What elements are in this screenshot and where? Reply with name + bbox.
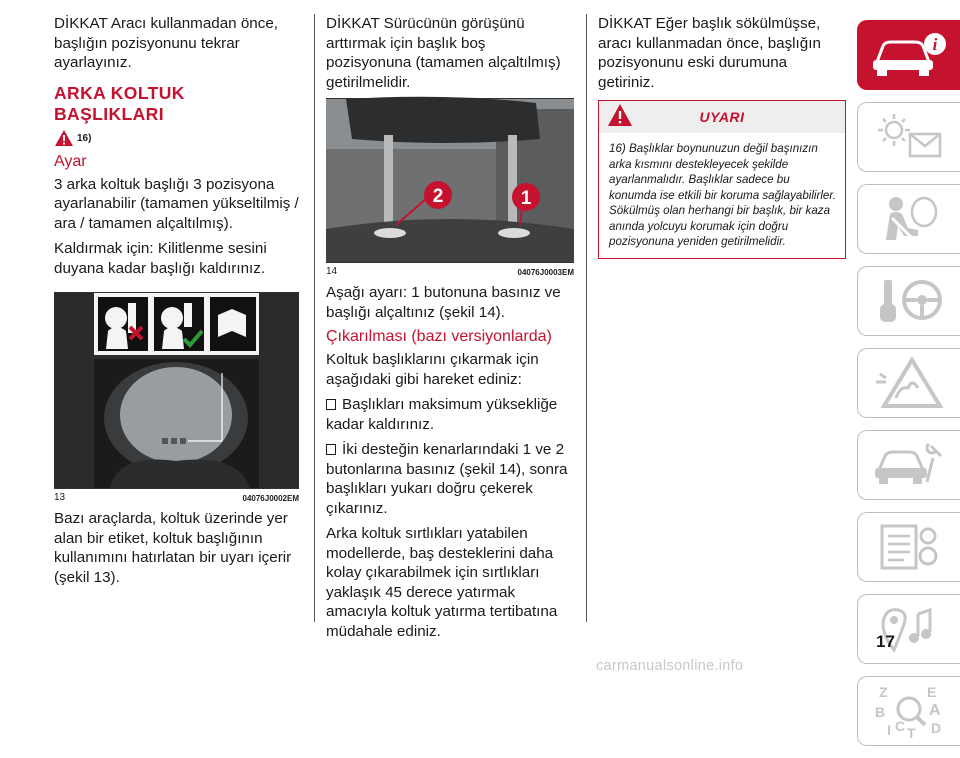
svg-text:Z: Z xyxy=(879,684,888,700)
figure-code: 04076J0003EM xyxy=(517,268,574,277)
subsection-title: Ayar xyxy=(54,152,87,170)
svg-text:I: I xyxy=(887,722,891,738)
tab-maintenance[interactable] xyxy=(857,430,960,500)
bullet-text: İki desteğin kenarlarındaki 1 ve 2 butonlarına basınız (şekil 14), sonra başlıkları yukarı doğru çekerek çıkarınız. xyxy=(326,441,568,517)
figure-14 xyxy=(326,98,574,263)
caution-text: DİKKAT Eğer başlık sökülmüşse, aracı kullanmadan önce, başlığın pozisyonunu eski durumuna getiriniz. xyxy=(598,15,821,91)
car-info-icon xyxy=(869,32,949,78)
technical-data-icon xyxy=(874,522,944,572)
tab-car-info[interactable] xyxy=(857,20,960,90)
tab-starting-driving[interactable] xyxy=(857,266,960,336)
tab-index[interactable] xyxy=(857,676,960,746)
warning-body xyxy=(599,133,845,258)
caution-text: DİKKAT Aracı kullanmadan önce, başlığın pozisyonunu tekrar ayarlayınız. xyxy=(54,15,278,71)
warning-triangle-icon xyxy=(874,358,944,408)
svg-text:T: T xyxy=(907,725,916,741)
figure-number: 14 xyxy=(326,266,338,277)
bullet-text: Başlıkları maksimum yüksekliğe kadar kaldırınız. xyxy=(326,396,558,433)
callout-2: 2 xyxy=(432,186,444,207)
tab-dashboard-lights[interactable] xyxy=(857,102,960,172)
dashboard-lights-icon xyxy=(874,112,944,162)
key-steering-wheel-icon xyxy=(874,276,944,326)
tab-technical-data[interactable] xyxy=(857,512,960,582)
figure-caption xyxy=(54,492,299,503)
caution-text: DİKKAT Sürücünün görüşünü arttırmak için başlık boş pozisyonuna (tamamen alçaltılmış) getirilmelidir. xyxy=(326,15,561,91)
tab-safety[interactable] xyxy=(857,184,960,254)
svg-text:i: i xyxy=(932,35,938,54)
paragraph: 3 arka koltuk başlığı 3 pozisyona ayarlanabilir (tamamen yükseltilmiş / ara / tamamen alçaltılmış). xyxy=(54,175,299,232)
column-divider xyxy=(314,14,315,622)
paragraph: Koltuk başlıklarını çıkarmak için aşağıdaki gibi hareket ediniz: xyxy=(326,351,539,388)
paragraph: Kaldırmak için: Kilitlenme sesini duyana kadar başlığı kaldırınız. xyxy=(54,240,267,277)
bullet-item xyxy=(326,440,574,518)
figure-13 xyxy=(54,292,299,489)
warning-triangle-icon xyxy=(607,103,633,127)
svg-text:C: C xyxy=(895,718,906,734)
page-number: 17 xyxy=(876,632,895,651)
tab-multimedia[interactable] xyxy=(857,594,960,664)
warning-reference xyxy=(54,129,299,147)
column-left xyxy=(54,14,299,593)
callout-1: 1 xyxy=(520,188,532,209)
tab-emergency[interactable] xyxy=(857,348,960,418)
paragraph: Arka koltuk sırtlıkları yatabilen modellerde, baş desteklerini daha kolay çıkarabilmek için sırtlıkları yaklaşık 45 derece yatırmak amacıyla koltuk yatırma tertibatına müdahale ediniz. xyxy=(326,525,558,640)
paragraph: Bazı araçlarda, koltuk üzerinde yer alan bir etiket, koltuk başlığının kullanımını hatırlatan bir uyarı içerir (şekil 13). xyxy=(54,510,292,586)
paragraph: Aşağı ayarı: 1 butonuna basınız ve başlığı alçaltınız (şekil 14). xyxy=(326,284,561,321)
airbag-safety-icon xyxy=(874,194,944,244)
watermark: carmanualsonline.info xyxy=(596,658,744,674)
figure-number: 13 xyxy=(54,492,66,503)
svg-text:B: B xyxy=(875,704,886,720)
bullet-item xyxy=(326,395,574,434)
svg-text:E: E xyxy=(927,684,937,700)
warning-box xyxy=(598,100,846,259)
section-title: ARKA KOLTUK BAŞLIKLARI xyxy=(54,82,185,124)
checkbox-bullet-icon xyxy=(326,399,336,410)
warning-header xyxy=(599,101,845,133)
warning-number: 16) xyxy=(609,142,626,155)
svg-text:D: D xyxy=(931,720,942,736)
car-service-icon xyxy=(873,440,945,490)
column-divider xyxy=(586,14,587,622)
subsection-title: Çıkarılması (bazı versiyonlarda) xyxy=(326,328,552,345)
svg-text:A: A xyxy=(929,702,941,719)
alphabetical-index-icon xyxy=(873,683,945,739)
column-right xyxy=(598,14,846,259)
headrest-label-photo xyxy=(54,293,299,488)
warning-text: Başlıklar boynunuzun değil başınızın arka kısmını destekleyecek şekilde ayarlanmalıdır. Başlıklar sadece bu konumda ise etkili bir koruma sağlayabilirler. Sökülmüş olan herhangi bir başlık, bir kaza anında yolcuyu korumak için doğru pozisyonuna yeniden getirilmelidir. xyxy=(609,142,837,248)
checkbox-bullet-icon xyxy=(326,444,336,455)
figure-code: 04076J0002EM xyxy=(242,494,299,503)
column-middle xyxy=(326,14,574,647)
warning-title: UYARI xyxy=(699,109,745,125)
chapter-tabs xyxy=(857,20,960,758)
warning-ref-number: 16) xyxy=(77,132,92,144)
headrest-supports-photo xyxy=(326,99,574,262)
figure-caption xyxy=(326,266,574,277)
warning-triangle-icon xyxy=(54,129,74,147)
